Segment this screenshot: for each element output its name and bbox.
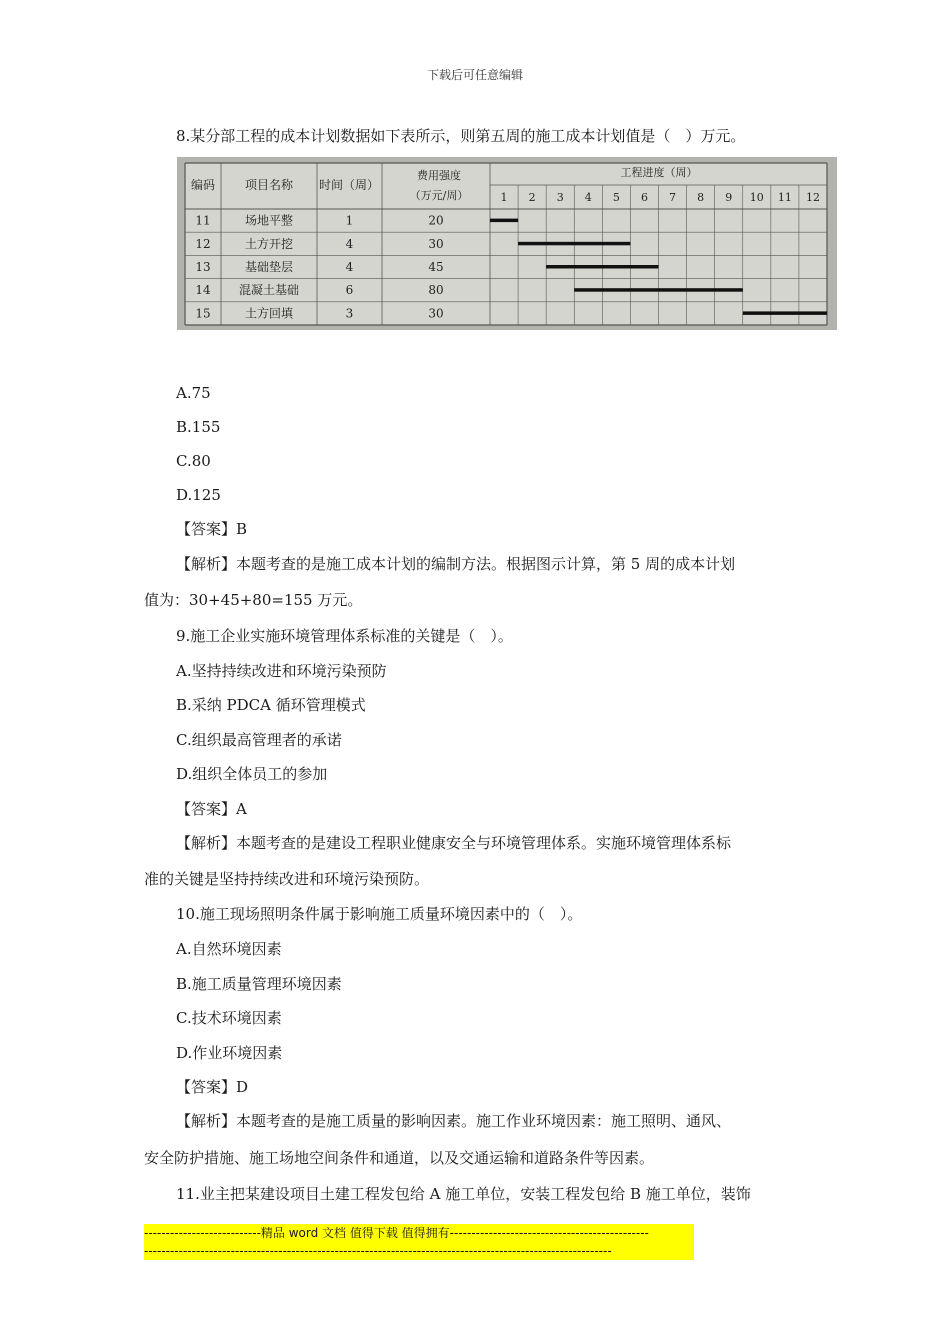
cell-cost: 30 (428, 306, 444, 321)
q10-option-b: B.施工质量管理环境因素 (176, 975, 342, 993)
cell-name: 混凝土基础 (238, 283, 300, 298)
cell-time: 3 (345, 306, 354, 321)
cell-time: 4 (345, 260, 354, 274)
footer-line-2: ------------------------------------------------------------------------------------------------------------ (144, 1242, 694, 1260)
th-time: 时间（周） (318, 178, 380, 192)
question-10-stem: 10.施工现场照明条件属于影响施工质量环境因素中的（ ）。 (176, 905, 583, 923)
week-label: 10 (749, 191, 764, 204)
q10-option-c: C.技术环境因素 (176, 1009, 282, 1027)
week-label: 5 (612, 191, 620, 204)
gantt-bar-12 (518, 242, 630, 246)
cell-code: 12 (195, 236, 211, 251)
th-code: 编码 (190, 178, 216, 192)
week-label: 2 (528, 191, 536, 204)
cell-cost: 45 (428, 260, 444, 274)
q8-analysis-2: 值为：30+45+80=155 万元。 (144, 591, 363, 609)
q10-option-d: D.作业环境因素 (176, 1044, 283, 1062)
cell-code: 11 (195, 213, 211, 228)
q8-option-b: B.155 (176, 418, 221, 436)
cell-time: 6 (345, 283, 354, 298)
q9-analysis-2: 准的关键是坚持持续改进和环境污染预防。 (144, 870, 430, 888)
q8-option-c: C.80 (176, 452, 211, 470)
question-11-stem: 11.业主把某建设项目土建工程发包给 A 施工单位，安装工程发包给 B 施工单位，装饰 (176, 1185, 751, 1203)
week-label: 8 (697, 191, 705, 204)
q9-option-c: C.组织最高管理者的承诺 (176, 731, 342, 749)
week-label: 6 (640, 191, 648, 204)
q9-analysis-1: 【解析】本题考查的是建设工程职业健康安全与环境管理体系。实施环境管理体系标 (176, 834, 732, 852)
cell-cost: 20 (428, 213, 444, 228)
cell-cost: 30 (428, 236, 444, 251)
q9-option-a: A.坚持持续改进和环境污染预防 (176, 662, 387, 680)
th-name: 项目名称 (244, 178, 294, 192)
gantt-bar-15 (743, 311, 827, 315)
cell-time: 1 (345, 213, 354, 228)
question-8-stem: 8.某分部工程的成本计划数据如下表所示，则第五周的施工成本计划值是（ ）万元。 (176, 127, 746, 145)
q8-answer: 【答案】B (176, 520, 248, 538)
q8-option-a: A.75 (176, 384, 211, 402)
footer-banner (144, 1224, 694, 1260)
th-progress: 工程进度（周） (620, 166, 698, 179)
gantt-bar-13 (546, 265, 658, 269)
cell-code: 13 (195, 260, 211, 274)
cell-name: 土方回填 (244, 306, 294, 321)
gantt-bar-11 (490, 219, 518, 223)
cost-plan-table (177, 157, 837, 330)
cell-cost: 80 (428, 283, 444, 298)
q8-analysis-1: 【解析】本题考查的是施工成本计划的编制方法。根据图示计算，第 5 周的成本计划 (176, 555, 736, 573)
cell-name: 基础垫层 (244, 260, 294, 274)
cell-time: 4 (345, 236, 354, 251)
cell-code: 15 (195, 306, 211, 321)
q10-answer: 【答案】D (176, 1078, 249, 1096)
cell-name: 土方开挖 (244, 236, 294, 251)
cell-code: 14 (195, 283, 211, 298)
th-cost-2: （万元/周） (409, 189, 469, 202)
week-label: 9 (725, 191, 733, 204)
q8-option-d: D.125 (176, 486, 221, 504)
question-9-stem: 9.施工企业实施环境管理体系标准的关键是（ ）。 (176, 627, 513, 645)
q9-option-d: D.组织全体员工的参加 (176, 765, 328, 783)
cost-plan-table-photo (177, 157, 837, 330)
week-label: 3 (556, 191, 564, 204)
footer-line-1: ---------------------------精品 word 文档 值得下载 值得拥有---------------------------------------------- (144, 1224, 694, 1242)
gantt-bar-14 (574, 288, 743, 292)
page-header: 下载后可任意编辑 (426, 68, 523, 82)
th-cost-1: 费用强度 (417, 169, 461, 182)
q9-option-b: B.采纳 PDCA 循环管理模式 (176, 696, 366, 714)
week-label: 7 (669, 191, 677, 204)
week-label: 1 (500, 191, 508, 204)
week-label: 4 (584, 191, 592, 204)
q10-analysis-2: 安全防护措施、施工场地空间条件和通道，以及交通运输和道路条件等因素。 (144, 1149, 655, 1167)
q10-analysis-1: 【解析】本题考查的是施工质量的影响因素。施工作业环境因素：施工照明、通风、 (176, 1112, 732, 1130)
q9-answer: 【答案】A (176, 800, 247, 818)
week-label: 12 (805, 191, 820, 204)
cell-name: 场地平整 (244, 213, 294, 228)
week-label: 11 (777, 191, 792, 204)
q10-option-a: A.自然环境因素 (176, 940, 282, 958)
